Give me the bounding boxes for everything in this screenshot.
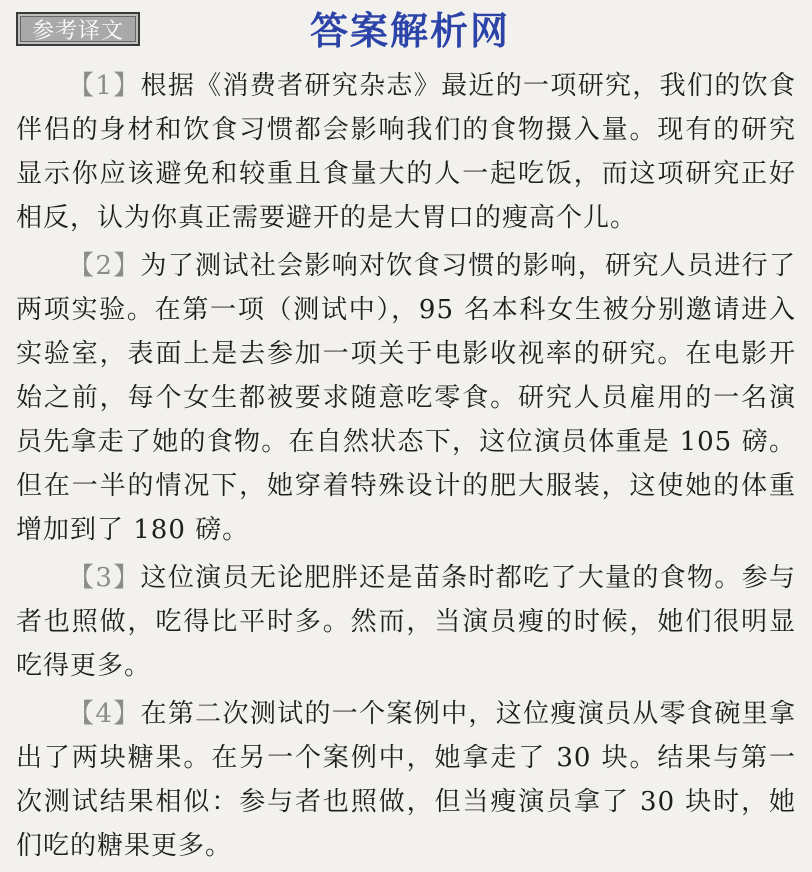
paragraph-number: 【4】 [68, 699, 141, 729]
paragraph-text: 在第二次测试的一个案例中，这位瘦演员从零食碗里拿出了两块糖果。在另一个案例中，她拿走了 30 块。结果与第一次测试结果相似：参与者也照做，但当瘦演员拿了 30 块时，她们吃的糖果更多。 [16, 699, 796, 861]
section-label-box [16, 12, 140, 46]
paragraph-text: 根据《消费者研究杂志》最近的一项研究，我们的饮食伴侣的身材和饮食习惯都会影响我们的食物摄入量。现有的研究显示你应该避免和较重且食量大的人一起吃饭，而这项研究正好相反，认为你真正需要避开的是大胃口的瘦高个儿。 [16, 71, 796, 233]
paragraph-3 [16, 556, 796, 688]
paragraph-text: 为了测试社会影响对饮食习惯的影响，研究人员进行了两项实验。在第一项（测试中），95 名本科女生被分别邀请进入实验室，表面上是去参加一项关于电影收视率的研究。在电影开始之前，每个女生都被要求随意吃零食。研究人员雇用的一名演员先拿走了她的食物。在自然状态下，这位演员体重是 105 磅。但在一半的情况下，她穿着特殊设计的肥大服装，这使她的体重增加到了 180 磅。 [16, 251, 796, 545]
paragraph-number: 【2】 [68, 251, 141, 281]
section-label: 参考译文 [20, 16, 136, 42]
site-title: 答案解析网 [309, 9, 510, 53]
paragraph-4 [16, 692, 796, 868]
paragraph-number: 【1】 [68, 71, 141, 101]
paragraph-number: 【3】 [68, 563, 141, 593]
paragraph-2 [16, 244, 796, 552]
paragraph-text: 这位演员无论肥胖还是苗条时都吃了大量的食物。参与者也照做，吃得比平时多。然而，当演员瘦的时候，她们很明显吃得更多。 [16, 563, 796, 681]
translation-body [16, 64, 796, 872]
paragraph-1 [16, 64, 796, 240]
